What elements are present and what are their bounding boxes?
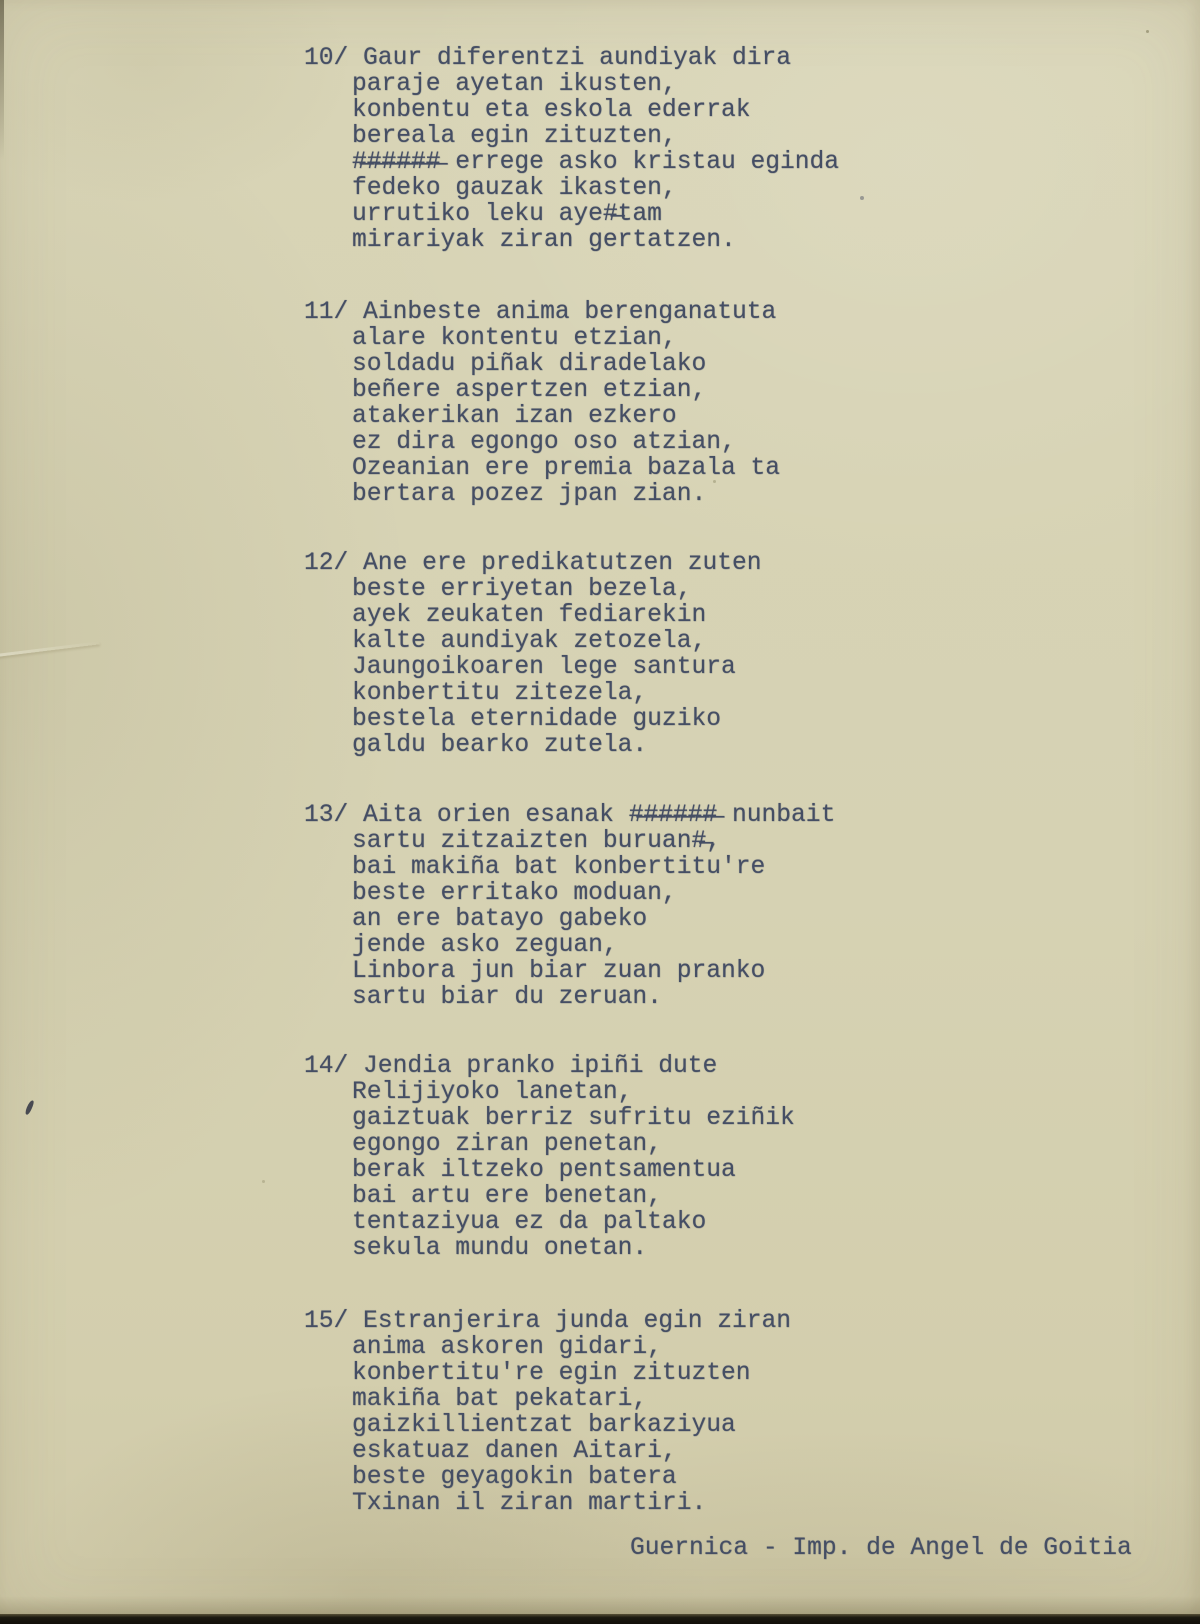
paper-bottom-shadow [0,1596,1200,1616]
poem-line: konbertitu're egin zituzten [352,1360,751,1387]
poem-line-text: Gaur diferentzi aundiyak dira [363,45,792,72]
poem-line: fedeko gauzak ikasten, [352,175,677,202]
poem-line: bai makiña bat konbertitu're [352,854,766,881]
stanza-number: 14/ [304,1053,349,1080]
poem-line: soldadu piñak diradelako [352,351,707,378]
poem-line: an ere batayo gabeko [352,906,648,933]
poem-line-text: Ainbeste anima berenganatuta [363,299,777,326]
stanza-number: 13/ [304,802,349,829]
stanza-14 [304,1053,795,1262]
paper-speck [262,1180,265,1183]
poem-line: beste erriyetan bezela, [352,576,692,603]
poem-line: ayek zeukaten fediarekin [352,602,707,629]
poem-line [304,803,835,829]
poem-line: tentaziyua ez da paltako [352,1209,707,1236]
poem-line: sartu zitzaizten buruan#̶, [352,828,721,855]
stanza-number: 12/ [304,550,349,577]
poem-line: ez dira egongo oso atzian, [352,429,736,456]
poem-line: gaizkillientzat barkaziyua [352,1412,736,1439]
stanza-10 [304,45,840,254]
poem-line: eskatuaz danen Aitari, [352,1438,677,1465]
poem-line [304,46,839,72]
stanza-11 [304,299,781,508]
poem-line: galdu bearko zutela. [352,732,648,759]
stanza-15 [304,1308,792,1517]
poem-line-text: Jendia pranko ipiñi dute [363,1053,718,1080]
poem-line [304,1309,791,1335]
stanza-number: 10/ [304,45,349,72]
paper-left-edge [0,0,4,160]
printer-imprint: Guernica - Imp. de Angel de Goitia [630,1535,1132,1562]
poem-line: Jaungoikoaren lege santura [352,654,736,681]
poem-line: Linbora jun biar zuan pranko [352,958,766,985]
paper-speck [1146,30,1149,33]
stanza-12 [304,550,762,759]
poem-line: paraje ayetan ikusten, [352,71,677,98]
poem-line: Ozeanian ere premia bazala ta [352,455,781,482]
poem-line: egongo ziran penetan, [352,1131,662,1158]
poem-line: atakerikan izan ezkero [352,403,677,430]
poem-line: konbertitu zitezela, [352,680,648,707]
poem-line-text: Ane ere predikatutzen zuten [363,550,762,577]
poem-line: bestela eternidade guziko [352,706,721,733]
poem-line: mirariyak ziran gertatzen. [352,227,736,254]
poem-line: sartu biar du zeruan. [352,984,662,1011]
poem-line-text: Estranjerira junda egin ziran [363,1308,792,1335]
poem-line: Relijiyoko lanetan, [352,1079,633,1106]
poem-line: konbentu eta eskola ederrak [352,97,751,124]
poem-line: beste geyagokin batera [352,1464,677,1491]
poem-line-text: Aita orien esanak #̶#̶#̶#̶#̶#̶ nunbait [363,802,836,829]
poem-line: beñere aspertzen etzian, [352,377,707,404]
poem-line: bereala egin zituzten, [352,123,677,150]
paper-speck [713,480,716,483]
poem-line: urrutiko leku aye#̶tam [352,201,662,228]
poem-line [304,300,780,326]
poem-line [304,551,762,577]
stanza-number: 11/ [304,299,349,326]
paper-speck [860,196,864,200]
stanza-number: 15/ [304,1308,349,1335]
poem-line: jende asko zeguan, [352,932,618,959]
poem-line: alare kontentu etzian, [352,325,677,352]
poem-line: beste erritako moduan, [352,880,677,907]
poem-line: bertara pozez jpan zian. [352,481,707,508]
poem-line [304,1054,795,1080]
poem-line: #̶#̶#̶#̶#̶#̶ errege asko kristau eginda [352,149,840,176]
poem-line: makiña bat pekatari, [352,1386,648,1413]
poem-line: kalte aundiyak zetozela, [352,628,707,655]
poem-line: berak iltzeko pentsamentua [352,1157,736,1184]
poem-line: anima askoren gidari, [352,1334,662,1361]
stanza-13 [304,802,836,1011]
paper-bottom-edge [0,1614,1200,1624]
poem-line: gaiztuak berriz sufritu eziñik [352,1105,795,1132]
poem-line: bai artu ere benetan, [352,1183,662,1210]
poem-line: Txinan il ziran martiri. [352,1490,707,1517]
poem-line: sekula mundu onetan. [352,1235,648,1262]
